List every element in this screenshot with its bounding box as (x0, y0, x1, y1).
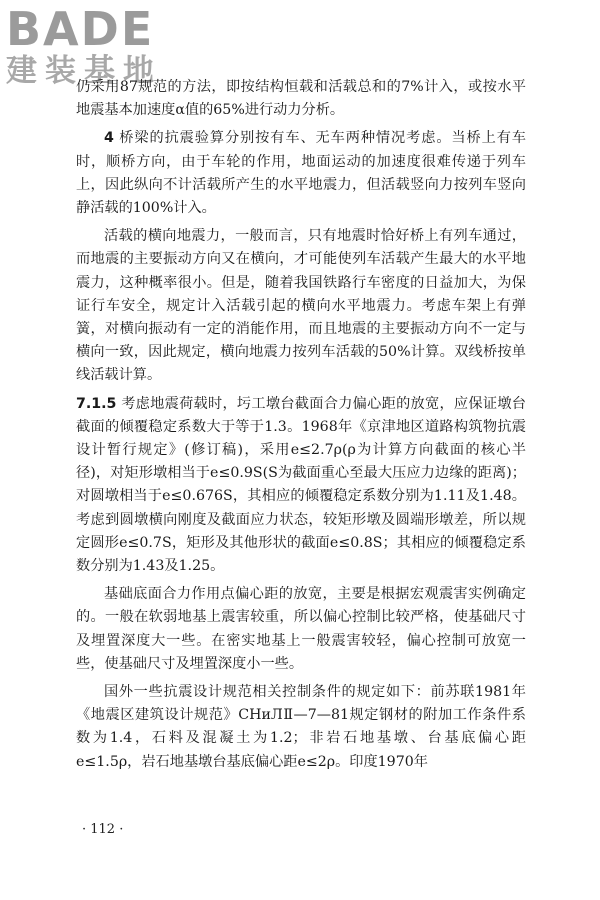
page-number: · 112 · (82, 822, 124, 837)
document-body (76, 76, 526, 779)
paragraph-section-7-1-5 (76, 393, 526, 579)
paragraph-text: 国外一些抗震设计规范相关控制条件的规定如下：前苏联1981年《地震区建筑设计规范》СНиЛⅡ—7—81规定钢材的附加工作条件系数为1.4，石料及混凝土为1.2；非岩石地基墩、台基底偏心距e≤1.5ρ，岩石地基墩台基底偏心距e≤2ρ。印度1970年 (76, 684, 526, 770)
paragraph-text: 活载的横向地震力，一般而言，只有地震时恰好桥上有列车通过，而地震的主要振动方向又在横向，才可能使列车活载产生最大的水平地震力，这种概率很小。但是，随着我国铁路行车密度的日益加大，为保证行车安全，规定计入活载引起的横向水平地震力。考虑车架上有弹簧，对横向振动有一定的消能作用，而且地震的主要振动方向不一定与横向一致，因此规定，横向地震力按列车活载的50%计算。双线桥按单线活载计算。 (76, 228, 526, 384)
section-number: 7.1.5 (76, 395, 117, 412)
item-number: 4 (104, 130, 114, 147)
paragraph-foreign-codes (76, 681, 526, 774)
paragraph-foundation (76, 583, 526, 676)
paragraph-continuation (76, 76, 526, 122)
paragraph-live-load (76, 225, 526, 387)
paragraph-text: 基础底面合力作用点偏心距的放宽，主要是根据宏观震害实例确定的。一般在软弱地基上震害较重，所以偏心控制比较严格，使基础尺寸及埋置深度大一些。在密实地基上一般震害较轻，偏心控制可放宽一些，使基础尺寸及埋置深度小一些。 (76, 586, 526, 672)
paragraph-text: 桥梁的抗震验算分别按有车、无车两种情况考虑。当桥上有车时，顺桥方向，由于车轮的作用，地面运动的加速度很难传递于列车上，因此纵向不计活载所产生的水平地震力，但活载竖向力按列车竖向静活载的100%计入。 (76, 130, 526, 217)
paragraph-text: 考虑地震荷载时，圬工墩台截面合力偏心距的放宽，应保证墩台截面的倾覆稳定系数大于等于1.3。1968年《京津地区道路构筑物抗震设计暂行规定》(修订稿)，采用e≤2.7ρ(ρ为计算方向截面的核心半径)，对矩形墩相当于e≤0.9S(S为截面重心至最大压应力边缘的距离)；对圆墩相当于e≤0.676S，其相应的倾覆稳定系数分别为1.11及1.48。考虑到圆墩横向刚度及截面应力状态，较矩形墩及圆端形墩差，所以规定圆形e≤0.7S，矩形及其他形状的截面e≤0.8S；其相应的倾覆稳定系数分别为1.43及1.25。 (76, 395, 526, 575)
logo-subtitle: 建装基地 (6, 53, 162, 89)
paragraph-text: 仍采用87规范的方法，即按结构恒载和活载总和的7%计入，或按水平地震基本加速度α值的65%进行动力分析。 (76, 79, 526, 119)
paragraph-item-4 (76, 127, 526, 220)
logo-brand: BADE (6, 2, 155, 56)
